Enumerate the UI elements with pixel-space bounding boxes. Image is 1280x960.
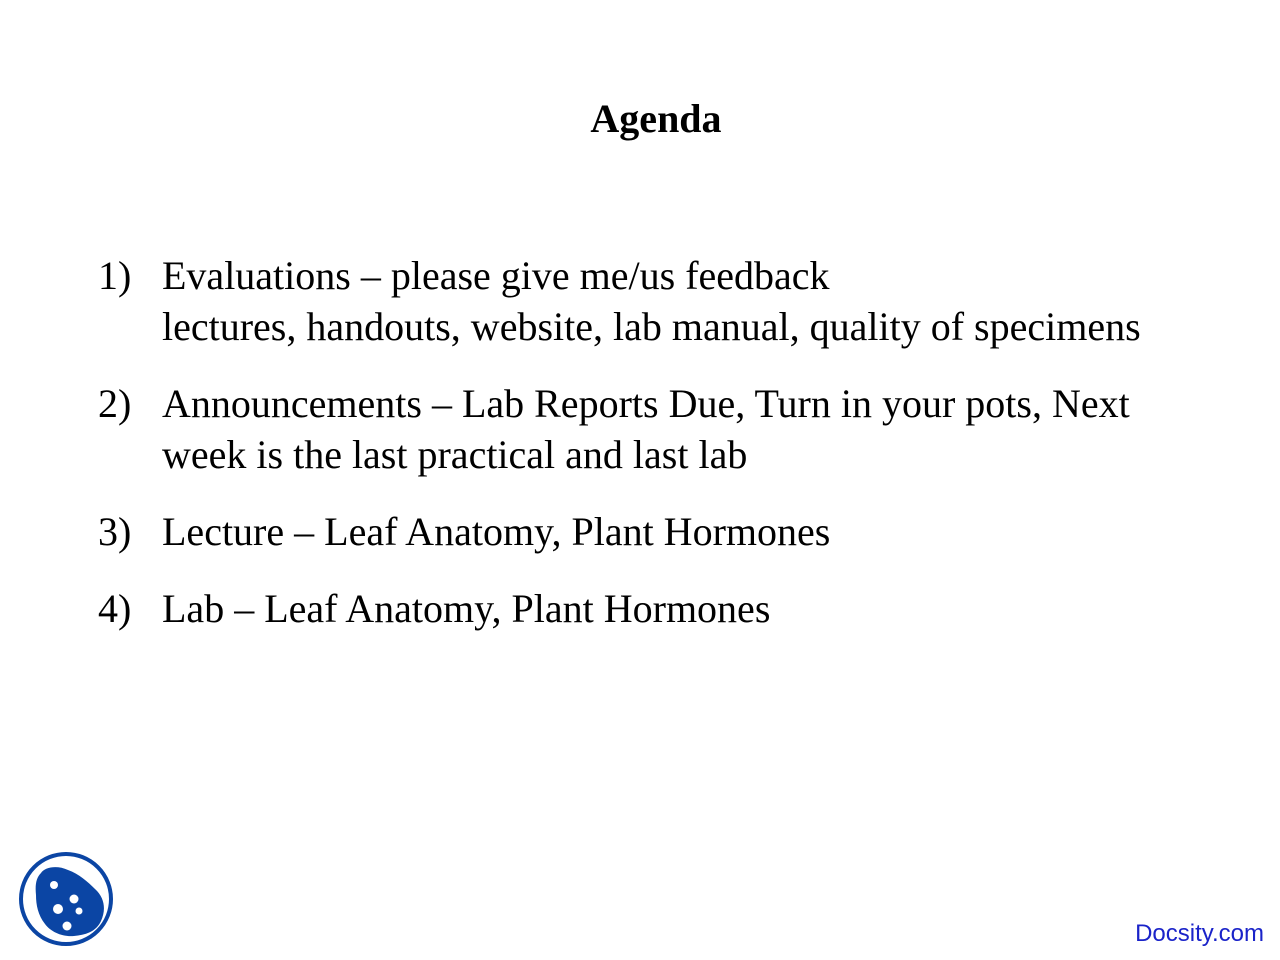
agenda-item-line: Lab – Leaf Anatomy, Plant Hormones [162, 586, 771, 631]
agenda-item-number: 3) [98, 509, 132, 554]
slide-title: Agenda [590, 96, 722, 141]
agenda-item-line: lectures, handouts, website, lab manual, quality of specimens [162, 304, 1141, 349]
docsity-brand[interactable]: Docsity.com [1135, 920, 1264, 947]
agenda-item-number: 4) [98, 586, 132, 631]
agenda-item-line: week is the last practical and last lab [162, 432, 748, 477]
agenda-list [98, 250, 1258, 634]
agenda-item-number: 2) [98, 381, 132, 426]
agenda-item [98, 583, 1258, 634]
agenda-item-line: Evaluations – please give me/us feedback [162, 253, 830, 298]
docsity-logo-icon[interactable] [18, 851, 114, 947]
agenda-item [98, 378, 1258, 480]
agenda-item-number: 1) [98, 253, 132, 298]
agenda-item [98, 506, 1258, 557]
agenda-item [98, 250, 1258, 352]
agenda-item-line: Announcements – Lab Reports Due, Turn in your pots, Next [162, 381, 1130, 426]
agenda-item-line: Lecture – Leaf Anatomy, Plant Hormones [162, 509, 831, 554]
